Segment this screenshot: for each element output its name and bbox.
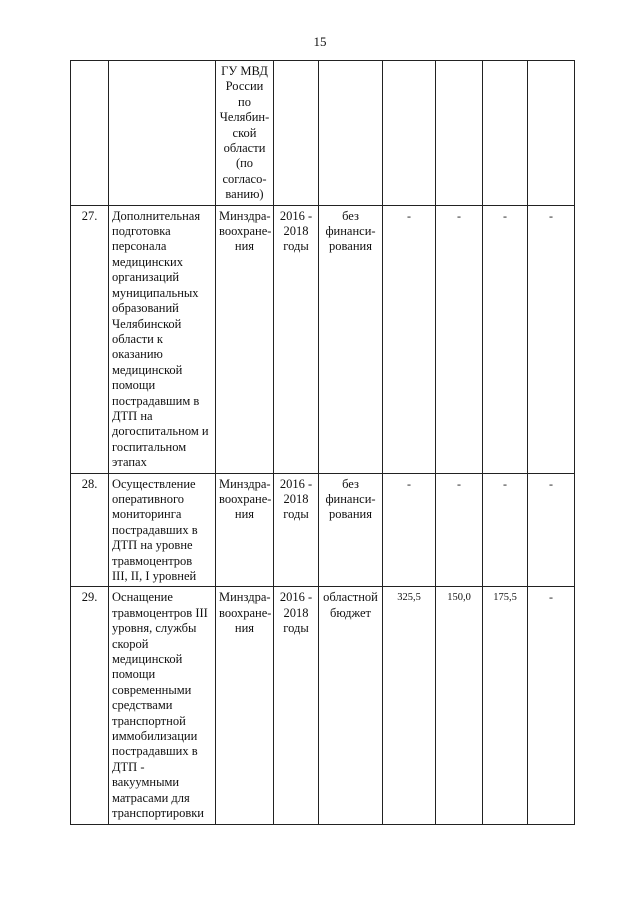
cell-line: 2016 - — [279, 590, 313, 605]
cell-line: матрасами для — [112, 790, 190, 805]
cell-line: Минздра- — [219, 208, 271, 223]
measures-table — [70, 60, 575, 825]
cell-line: организаций — [112, 270, 180, 285]
measure-name-cell — [109, 587, 216, 824]
amount-y2017-cell — [483, 61, 528, 206]
cell-line: ДТП на — [112, 408, 153, 423]
row-number-cell: 28. — [71, 473, 109, 587]
table-row — [71, 473, 575, 587]
cell-line: воохране- — [219, 605, 272, 620]
cell-line: 2018 — [283, 605, 309, 620]
cell-line: ской — [232, 125, 257, 140]
cell-line: III, II, I уровней — [112, 569, 197, 583]
cell-line: Минздра- — [219, 476, 271, 491]
cell-line: Минздра- — [219, 590, 271, 605]
table-row — [71, 61, 575, 206]
cell-line: Дополнительная — [112, 208, 201, 223]
measure-name-cell — [109, 473, 216, 587]
cell-line: Осуществление — [112, 476, 196, 491]
cell-line: годы — [283, 239, 309, 254]
funding-source-cell — [319, 61, 383, 206]
cell-line: Челябинской — [112, 316, 182, 331]
cell-line: оперативного — [112, 491, 185, 506]
amount-y2018-cell: - — [528, 587, 575, 824]
amount-y2017-cell: - — [483, 473, 528, 587]
cell-line: пострадавших в — [112, 522, 198, 537]
amount-y2017-cell: 175,5 — [483, 587, 528, 824]
cell-line: финанси- — [325, 491, 376, 506]
cell-line: помощи — [112, 667, 156, 682]
cell-line: годы — [283, 507, 309, 522]
cell-line: пострадавшим в — [112, 393, 200, 408]
funding-source-cell — [319, 587, 383, 824]
table-row — [71, 587, 575, 824]
cell-line: ГУ МВД — [221, 64, 268, 78]
cell-line: помощи — [112, 378, 156, 393]
cell-line: 2018 — [283, 224, 309, 239]
cell-line: мониторинга — [112, 507, 182, 522]
term-cell — [274, 587, 319, 824]
cell-line: России — [225, 79, 264, 94]
row-number-cell — [71, 61, 109, 206]
cell-line: ния — [234, 507, 255, 522]
funding-source-cell — [319, 205, 383, 473]
cell-line: транспортировки — [112, 806, 204, 821]
cell-line: Оснащение — [112, 590, 173, 605]
cell-line: без — [342, 476, 359, 491]
cell-line: травмоцентров — [112, 553, 193, 568]
amount-y2016-cell — [436, 61, 483, 206]
cell-line: пострадавших в — [112, 744, 198, 759]
cell-line: иммобилизации — [112, 729, 198, 744]
amount-total-cell — [383, 61, 436, 206]
row-number-cell: 27. — [71, 205, 109, 473]
cell-line: ванию) — [225, 187, 264, 202]
cell-line: транспортной — [112, 713, 186, 728]
cell-line: современными — [112, 682, 192, 697]
cell-line: 2018 — [283, 491, 309, 506]
amount-y2016-cell: 150,0 — [436, 587, 483, 824]
term-cell — [274, 205, 319, 473]
cell-line: медицинской — [112, 362, 183, 377]
funding-source-cell — [319, 473, 383, 587]
cell-line: скорой — [112, 636, 149, 651]
cell-line: области к — [112, 331, 163, 346]
cell-line: без — [342, 208, 359, 223]
page-number: 15 — [313, 34, 327, 49]
cell-line: вакуумными — [112, 775, 180, 790]
measure-name-cell — [109, 61, 216, 206]
amount-y2016-cell: - — [436, 205, 483, 473]
term-cell — [274, 61, 319, 206]
cell-line: 2016 - — [279, 476, 313, 491]
measure-name-cell — [109, 205, 216, 473]
cell-line: рования — [329, 507, 372, 522]
amount-y2017-cell: - — [483, 205, 528, 473]
cell-line: финанси- — [325, 224, 376, 239]
amount-total-cell: - — [383, 473, 436, 587]
cell-line: уровня, службы — [112, 621, 197, 636]
cell-line: бюджет — [330, 605, 371, 620]
amount-total-cell: 325,5 — [383, 587, 436, 824]
cell-line: медицинских — [112, 254, 183, 269]
amount-y2018-cell: - — [528, 205, 575, 473]
cell-line: оказанию — [112, 347, 163, 362]
cell-line: годы — [283, 621, 309, 636]
executor-cell — [216, 473, 274, 587]
cell-line: догоспитальном и — [112, 424, 209, 439]
executor-cell — [216, 587, 274, 824]
amount-y2018-cell: - — [528, 473, 575, 587]
table-row — [71, 205, 575, 473]
cell-line: по — [238, 94, 251, 109]
executor-cell — [216, 61, 274, 206]
cell-line: ния — [234, 239, 255, 254]
cell-line: госпитальном — [112, 439, 187, 454]
amount-total-cell: - — [383, 205, 436, 473]
executor-cell — [216, 205, 274, 473]
cell-line: образований — [112, 301, 179, 316]
cell-line: ДТП на уровне — [112, 538, 193, 553]
amount-y2018-cell — [528, 61, 575, 206]
cell-line: Челябин- — [219, 110, 270, 125]
cell-line: муниципальных — [112, 285, 199, 300]
cell-line: персонала — [112, 239, 167, 254]
cell-line: медицинской — [112, 652, 183, 667]
cell-line: области — [223, 141, 266, 156]
cell-line: травмоцентров III — [112, 605, 208, 620]
cell-line: ДТП - — [112, 759, 145, 774]
cell-line: воохране- — [219, 224, 272, 239]
amount-y2016-cell: - — [436, 473, 483, 587]
cell-line: воохране- — [219, 491, 272, 506]
cell-line: согласо- — [222, 171, 267, 186]
cell-line: (по — [235, 156, 254, 171]
cell-line: 2016 - — [279, 208, 313, 223]
cell-line: ния — [234, 621, 255, 636]
cell-line: этапах — [112, 455, 147, 470]
cell-line: средствами — [112, 698, 173, 713]
cell-line: подготовка — [112, 224, 171, 239]
term-cell — [274, 473, 319, 587]
cell-line: областной — [323, 590, 378, 605]
cell-line: рования — [329, 239, 372, 254]
row-number-cell: 29. — [71, 587, 109, 824]
